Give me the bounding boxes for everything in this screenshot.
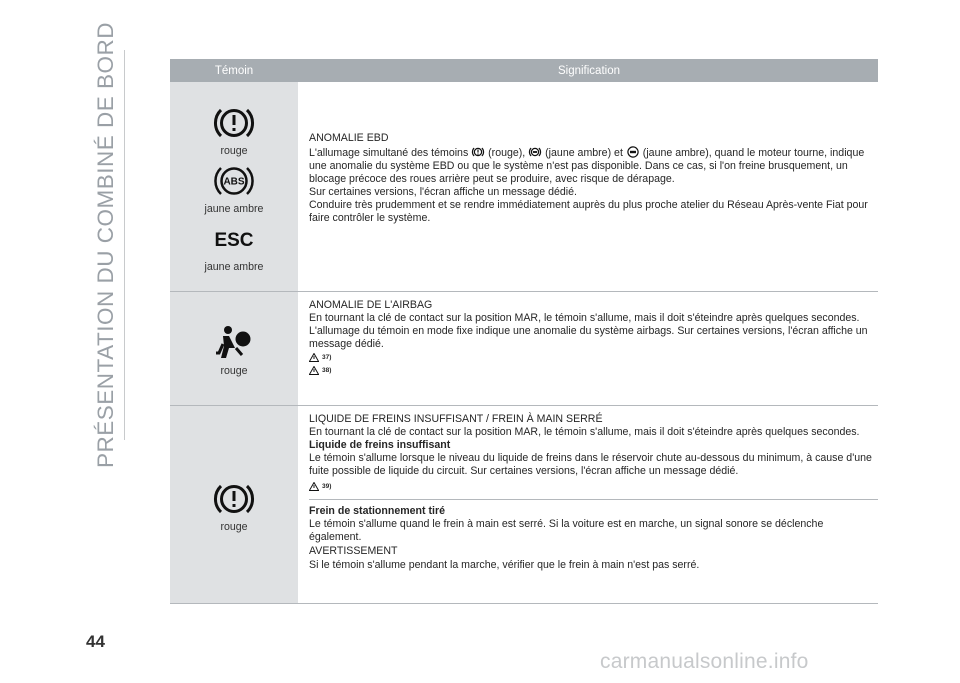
warning-ref[interactable] bbox=[309, 364, 878, 377]
abs-icon bbox=[528, 146, 542, 158]
row-ebd-paragraph: Conduire très prudemment et se rendre immédiatement auprès du plus proche atelier du Réseau Après-vente Fiat pour faire contrôler le système. bbox=[309, 199, 868, 224]
svg-text:ABS: ABS bbox=[223, 176, 245, 187]
subheading-text: Frein de stationnement tiré bbox=[309, 505, 445, 517]
watermark: carmanualsonline.info bbox=[600, 650, 809, 673]
brake-warning-icon bbox=[212, 477, 256, 521]
text-part: (jaune ambre), quand le moteur tourne, indique une anomalie du système EBD ou que le système n'est pas disponible. Dans ce cas, si l'on freine brusquement, un blocage précoce des roues arrière peut se produire, avec risque de dérapage. bbox=[309, 147, 865, 185]
table-row-brake bbox=[170, 406, 878, 604]
icon-label: rouge bbox=[220, 520, 248, 533]
warning-ref-number: 39) bbox=[322, 483, 332, 490]
warning-ref[interactable] bbox=[309, 480, 878, 493]
abs-icon bbox=[212, 159, 256, 203]
icon-label: rouge bbox=[220, 144, 248, 157]
subheading-text: Liquide de freins insuffisant bbox=[309, 439, 451, 451]
warning-ref-number: 38) bbox=[322, 367, 332, 374]
row-ebd-icons bbox=[170, 82, 298, 291]
icon-label: jaune ambre bbox=[204, 202, 264, 215]
brake-warning-icon bbox=[471, 146, 485, 158]
row-brake-description bbox=[298, 406, 878, 603]
esc-icon bbox=[212, 217, 256, 261]
row-title: ANOMALIE EBD bbox=[309, 132, 389, 144]
row-brake-paragraph: Si le témoin s'allume pendant la marche, vérifier que le frein à main n'est pas serré. bbox=[309, 559, 700, 571]
subheading bbox=[309, 505, 878, 518]
row-title: ANOMALIE DE L'AIRBAG bbox=[309, 299, 433, 311]
section-title-text: PRÉSENTATION DU COMBINÉ DE BORD bbox=[93, 22, 118, 468]
row-airbag-description bbox=[298, 292, 878, 405]
table-header bbox=[170, 59, 878, 82]
warning-ref[interactable] bbox=[309, 351, 878, 364]
airbag-icon bbox=[212, 321, 256, 365]
row-brake-paragraph: AVERTISSEMENT bbox=[309, 545, 398, 557]
brake-warning-icon bbox=[212, 101, 256, 145]
section-title bbox=[86, 22, 126, 468]
warning-triangle-icon bbox=[309, 482, 319, 491]
row-ebd-description bbox=[298, 82, 878, 291]
header-signification: Signification bbox=[557, 64, 620, 77]
row-brake-paragraph: En tournant la clé de contact sur la position MAR, le témoin s'allume, mais il doit s'éteindre après quelques secondes. bbox=[309, 426, 860, 438]
warning-ref-number: 37) bbox=[322, 354, 332, 361]
subheading bbox=[309, 439, 878, 452]
svg-text:ESC: ESC bbox=[214, 229, 254, 251]
row-ebd-paragraph: Sur certaines versions, l'écran affiche un message dédié. bbox=[309, 186, 577, 198]
icon-label: jaune ambre bbox=[204, 260, 264, 273]
row-title: LIQUIDE DE FREINS INSUFFISANT / FREIN À MAIN SERRÉ bbox=[309, 413, 603, 425]
warning-triangle-icon bbox=[309, 353, 319, 362]
row-brake-icons bbox=[170, 406, 298, 603]
row-airbag-paragraph: En tournant la clé de contact sur la position MAR, le témoin s'allume, mais il doit s'éteindre après quelques secondes. bbox=[309, 312, 860, 324]
row-brake-paragraph: Le témoin s'allume lorsque le niveau du liquide de freins dans le réservoir chute au-dessous du minimum, à cause d'une fuite possible de liquide du circuit. Sur certaines versions, l'écran affiche un message dédié. bbox=[309, 452, 872, 477]
table-row-ebd bbox=[170, 82, 878, 292]
parking-brake-section bbox=[309, 499, 878, 572]
warning-triangle-icon bbox=[309, 366, 319, 375]
row-brake-paragraph: Le témoin s'allume quand le frein à main est serré. Si la voiture est en marche, un signal sonore se déclenche également. bbox=[309, 518, 824, 543]
row-airbag-icons bbox=[170, 292, 298, 405]
sidebar-divider bbox=[124, 50, 125, 440]
esc-icon bbox=[626, 146, 640, 158]
row-ebd-paragraph bbox=[309, 146, 878, 186]
header-temoin: Témoin bbox=[214, 64, 254, 77]
row-airbag-paragraph: L'allumage du témoin en mode fixe indique une anomalie du système airbags. Sur certaines versions, l'écran affiche un message dédié. bbox=[309, 325, 868, 350]
text-part: L'allumage simultané des témoins bbox=[309, 147, 469, 159]
page-number: 44 bbox=[86, 632, 105, 651]
warning-lights-table bbox=[170, 59, 878, 604]
icon-label: rouge bbox=[220, 364, 248, 377]
text-part: (jaune ambre) et bbox=[545, 147, 623, 159]
text-part: (rouge), bbox=[488, 147, 526, 159]
table-row-airbag bbox=[170, 292, 878, 406]
